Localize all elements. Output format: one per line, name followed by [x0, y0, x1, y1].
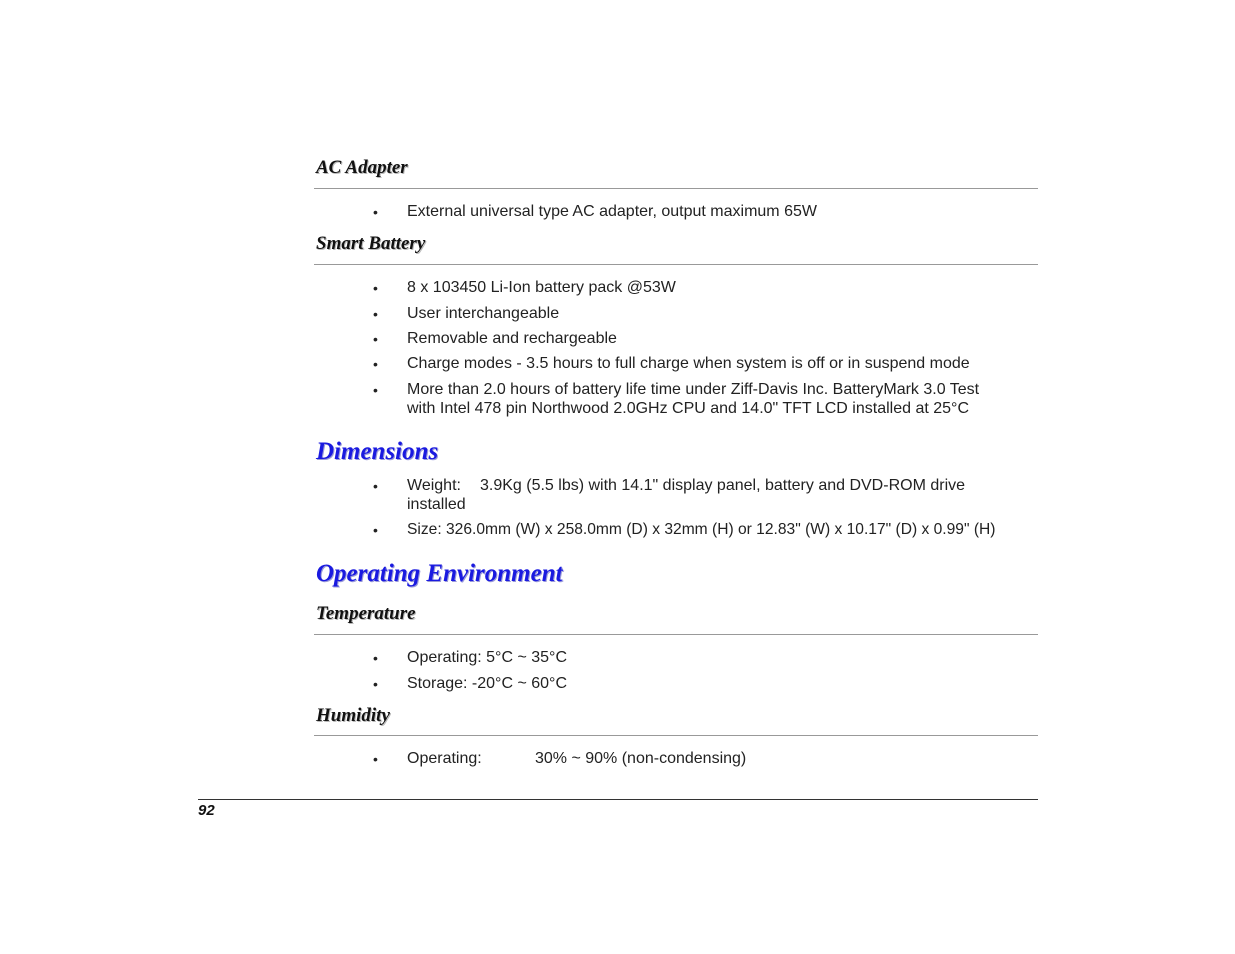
page-number: 92 — [198, 802, 215, 819]
ac-adapter-heading: AC Adapter — [316, 157, 408, 178]
size-item: Size: 326.0mm (W) x 258.0mm (D) x 32mm (H) or 12.83" (W) x 10.17" (D) x 0.99" (H) — [407, 521, 996, 538]
humidity-label: Operating: — [407, 750, 482, 767]
list-item-continuation: with Intel 478 pin Northwood 2.0GHz CPU and 14.0" TFT LCD installed at 25°C — [407, 400, 969, 417]
temperature-heading: Temperature — [316, 603, 416, 624]
smart-battery-heading: Smart Battery — [316, 233, 426, 254]
humidity-value: 30% ~ 90% (non-condensing) — [535, 750, 747, 767]
list-item: User interchangeable — [407, 305, 560, 322]
bullet-icon: • — [373, 382, 378, 398]
weight-value: 3.9Kg (5.5 lbs) with 14.1" display panel, battery and DVD-ROM drive — [480, 477, 966, 494]
bullet-icon: • — [373, 676, 378, 692]
bullet-icon: • — [373, 650, 378, 666]
list-item: Operating: 5°C ~ 35°C — [407, 649, 567, 666]
bullet-icon: • — [373, 280, 378, 296]
bullet-icon: • — [373, 478, 378, 494]
bullet-icon: • — [373, 522, 378, 538]
bullet-icon: • — [373, 356, 378, 372]
bullet-icon: • — [373, 751, 378, 767]
ac-adapter-rule — [314, 188, 1038, 189]
dimensions-heading: Dimensions — [316, 438, 439, 465]
weight-label: Weight: — [407, 477, 461, 494]
footer-rule — [198, 799, 1038, 800]
humidity-heading: Humidity — [316, 705, 390, 726]
bullet-icon: • — [373, 331, 378, 347]
humidity-rule — [314, 735, 1038, 736]
list-item: Storage: -20°C ~ 60°C — [407, 675, 567, 692]
list-item: Removable and rechargeable — [407, 330, 617, 347]
list-item: External universal type AC adapter, output maximum 65W — [407, 203, 817, 220]
list-item: Charge modes - 3.5 hours to full charge when system is off or in suspend mode — [407, 355, 970, 372]
list-item: More than 2.0 hours of battery life time under Ziff-Davis Inc. BatteryMark 3.0 Test — [407, 381, 980, 398]
bullet-icon: • — [373, 204, 378, 220]
temperature-rule — [314, 634, 1038, 635]
list-item: 8 x 103450 Li-Ion battery pack @53W — [407, 279, 676, 296]
bullet-icon: • — [373, 306, 378, 322]
operating-environment-heading: Operating Environment — [316, 560, 563, 587]
smart-battery-rule — [314, 264, 1038, 265]
weight-continuation: installed — [407, 496, 466, 513]
